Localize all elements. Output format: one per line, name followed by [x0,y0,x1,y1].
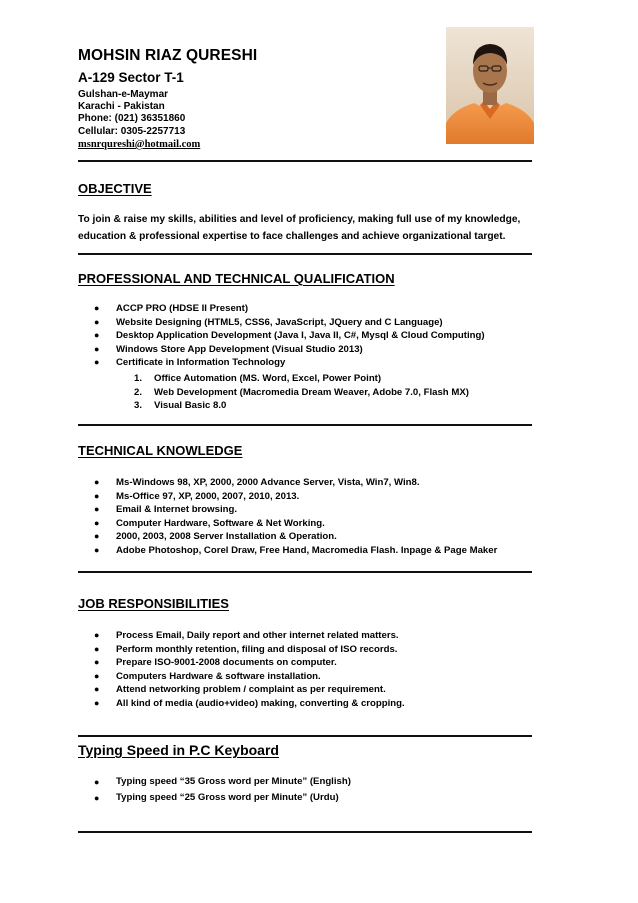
bullet-icon: ● [94,504,100,515]
bullet-icon: ● [94,330,100,341]
email-link[interactable]: msnrqureshi@hotmail.com [78,139,201,150]
bullet-icon: ● [94,777,100,787]
list-item: 2. Web Development (Macromedia Dream Weaver, Adobe 7.0, Flash MX) [134,386,469,398]
knowledge-heading: TECHNICAL KNOWLEDGE [78,443,243,458]
address-line-3: Karachi - Pakistan [78,101,165,112]
list-item: ● Windows Store App Development (Visual Studio 2013) [94,343,363,355]
list-item: 1. Office Automation (MS. Word, Excel, Power Point) [134,373,382,384]
divider-2 [78,253,532,255]
qualification-heading: PROFESSIONAL AND TECHNICAL QUALIFICATION [78,271,395,286]
responsibilities-list [94,629,405,711]
list-item: ● Ms-Windows 98, XP, 2000, 2000 Advance Server, Vista, Win7, Win8. [94,477,420,488]
bullet-icon: ● [94,544,100,555]
divider-6 [78,831,532,833]
bullet-icon: ● [94,793,100,803]
knowledge-list [94,476,497,558]
list-item: ● Computers Hardware & software installation. [94,670,321,682]
bullet-icon: ● [94,477,100,487]
certificate-sub-list [134,372,469,413]
list-item: ● ACCP PRO (HDSE II Present) [94,303,249,314]
bullet-icon: ● [94,630,100,640]
objective-line-2: education & professional expertise to face challenges and achieve organizational target. [78,231,506,242]
candidate-name: MOHSIN RIAZ QURESHI [78,47,258,64]
list-item: ● Adobe Photoshop, Corel Draw, Free Hand, Macromedia Flash. Inpage & Page Maker [94,544,498,556]
qualification-list [94,302,485,370]
objective-heading: OBJECTIVE [78,181,152,196]
list-item: ● Prepare ISO-9001-2008 documents on computer. [94,657,337,669]
divider-1 [78,160,532,162]
list-item: ● 2000, 2003, 2008 Server Installation & Operation. [94,531,337,543]
divider-5 [78,735,532,737]
list-item: ● Desktop Application Development (Java I, Java II, C#, Mysql & Cloud Computing) [94,330,485,342]
cellular-number: Cellular: 0305-2257713 [78,126,186,137]
list-item: ● Website Designing (HTML5, CSS6, JavaScript, JQuery and C Language) [94,316,443,328]
bullet-icon: ● [94,531,100,542]
list-item: ● Attend networking problem / complaint as per requirement. [94,684,386,696]
bullet-icon: ● [94,490,100,501]
list-item: ● Email & Internet browsing. [94,504,238,516]
list-item: 3. Visual Basic 8.0 [134,400,227,412]
list-item: ● Ms-Office 97, XP, 2000, 2007, 2010, 2013. [94,490,300,502]
list-item: ● Perform monthly retention, filing and disposal of ISO records. [94,643,398,655]
address-line-1: A-129 Sector T-1 [78,70,184,85]
typing-list [94,774,351,806]
phone-number: Phone: (021) 36351860 [78,113,186,124]
bullet-icon: ● [94,303,100,313]
list-item: ● Computer Hardware, Software & Net Working. [94,517,325,529]
divider-3 [78,424,532,426]
bullet-icon: ● [94,517,100,528]
bullet-icon: ● [94,670,100,681]
list-item: ● Typing speed “35 Gross word per Minute” (English) [94,774,351,790]
bullet-icon: ● [94,357,100,368]
bullet-icon: ● [94,643,100,654]
divider-4 [78,571,532,573]
bullet-icon: ● [94,657,100,668]
list-item: ● Certificate in Information Technology [94,357,286,369]
list-item: ● Typing speed “25 Gross word per Minute” (Urdu) [94,790,351,806]
list-item: ● Process Email, Daily report and other internet related matters. [94,630,399,641]
profile-photo [446,27,534,144]
responsibilities-heading: JOB RESPONSIBILITIES [78,596,229,611]
bullet-icon: ● [94,316,100,327]
address-line-2: Gulshan-e-Maymar [78,89,169,100]
objective-line-1: To join & raise my skills, abilities and level of proficiency, making full use of my knowledge, [78,214,521,225]
bullet-icon: ● [94,697,100,708]
bullet-icon: ● [94,343,100,354]
bullet-icon: ● [94,684,100,695]
typing-heading: Typing Speed in P.C Keyboard [78,742,279,758]
list-item: ● All kind of media (audio+video) making, converting & cropping. [94,697,405,709]
